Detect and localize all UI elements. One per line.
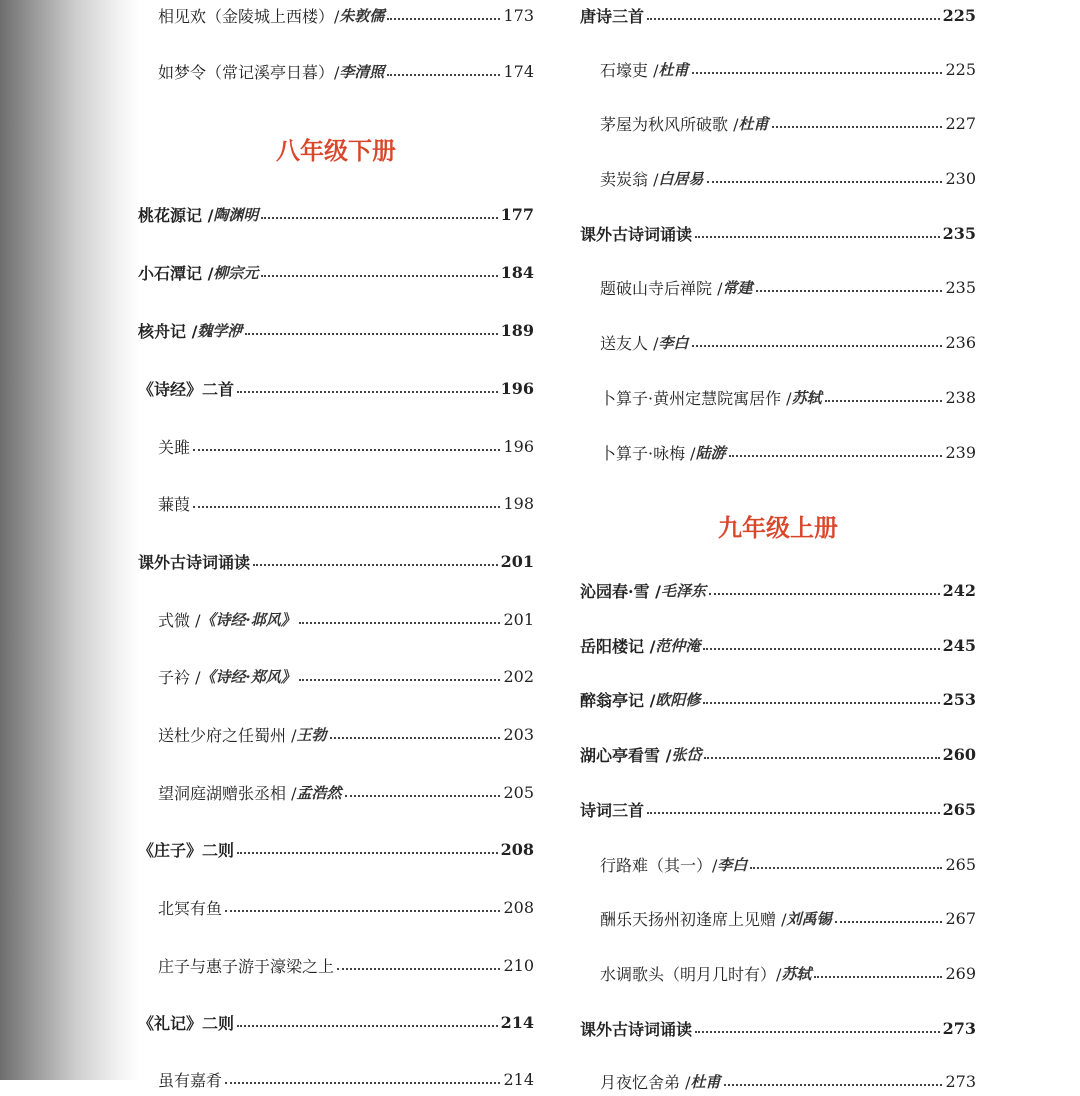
toc-entry-title: 虽有嘉肴 <box>158 1070 223 1090</box>
leader-dots <box>387 4 500 20</box>
toc-entry-title: 诗词三首 <box>580 800 645 820</box>
toc-entry-page: 184 <box>500 262 534 282</box>
toc-entry[interactable] <box>580 739 976 769</box>
leader-dots <box>756 276 943 292</box>
toc-entry-author: 李白 <box>717 855 748 874</box>
leader-dots <box>337 954 500 970</box>
toc-entry-title: 行路难（其一）/ <box>600 855 718 875</box>
toc-entry[interactable] <box>138 488 534 518</box>
toc-entry[interactable] <box>138 1007 534 1037</box>
toc-entry-title: 蒹葭 <box>158 494 191 514</box>
toc-entry-title: 月夜忆舍弟 / <box>600 1072 691 1092</box>
toc-entry-page: 260 <box>942 744 976 764</box>
toc-entry-page: 245 <box>942 635 976 655</box>
leader-dots <box>253 550 498 566</box>
leader-dots <box>692 331 943 347</box>
leader-dots <box>330 723 501 739</box>
toc-entry-author: 毛泽东 <box>661 581 707 600</box>
toc-entry-page: 208 <box>503 897 534 917</box>
toc-entry[interactable] <box>138 604 534 634</box>
toc-entry[interactable] <box>138 0 534 30</box>
toc-entry[interactable] <box>580 575 976 605</box>
toc-entry-author: 《诗经·郑风》 <box>200 667 296 686</box>
toc-entry-title: 子衿 / <box>158 667 201 687</box>
toc-entry-author: 欧阳修 <box>655 690 701 709</box>
toc-entry[interactable] <box>138 315 534 345</box>
toc-entry-title: 课外古诗词诵读 <box>138 552 251 572</box>
toc-entry-title: 望洞庭湖赠张丞相 / <box>158 783 297 803</box>
toc-entry-author: 李白 <box>658 333 689 352</box>
toc-entry-author: 魏学洢 <box>197 321 243 340</box>
toc-entry-author: 苏轼 <box>781 964 812 983</box>
toc-entry[interactable] <box>580 327 976 357</box>
toc-entry-title: 如梦令（常记溪亭日暮）/ <box>158 62 340 82</box>
toc-entry-page: 201 <box>500 551 534 571</box>
leader-dots <box>345 781 501 797</box>
leader-dots <box>729 441 943 457</box>
toc-entry[interactable] <box>138 56 534 86</box>
toc-entry-title: 式微 / <box>158 610 201 630</box>
toc-entry-page: 225 <box>945 59 976 79</box>
toc-entry-author: 陶渊明 <box>213 205 259 224</box>
toc-entry[interactable] <box>138 257 534 287</box>
toc-entry-author: 孟浩然 <box>296 783 342 802</box>
leader-dots <box>692 58 943 74</box>
toc-entry-page: 177 <box>500 204 534 224</box>
toc-entry-title: 桃花源记 / <box>138 205 214 225</box>
leader-dots <box>835 907 943 923</box>
leader-dots <box>707 167 943 183</box>
toc-entry-author: 《诗经·邶风》 <box>200 610 296 629</box>
leader-dots <box>299 608 501 624</box>
toc-entry-title: 课外古诗词诵读 <box>580 1019 693 1039</box>
toc-entry-title: 题破山寺后禅院 / <box>600 278 723 298</box>
toc-entry-title: 送友人 / <box>600 333 659 353</box>
toc-entry-page: 242 <box>942 580 976 600</box>
toc-entry-page: 267 <box>945 908 976 928</box>
toc-entry-page: 203 <box>503 724 534 744</box>
toc-entry-page: 265 <box>945 854 976 874</box>
toc-entry-title: 卖炭翁 / <box>600 169 659 189</box>
toc-entry[interactable] <box>580 382 976 412</box>
toc-entry-page: 173 <box>503 5 534 25</box>
toc-entry[interactable] <box>580 684 976 714</box>
page-edge-shadow <box>0 0 140 1080</box>
toc-entry-page: 196 <box>503 436 534 456</box>
toc-entry-author: 杜甫 <box>738 114 769 133</box>
leader-dots <box>695 1017 940 1033</box>
toc-entry-page: 236 <box>945 332 976 352</box>
toc-entry-page: 214 <box>500 1012 534 1032</box>
toc-entry[interactable] <box>580 903 976 933</box>
toc-entry-title: 醉翁亭记 / <box>580 690 656 710</box>
toc-entry-author: 柳宗元 <box>213 263 259 282</box>
toc-entry[interactable] <box>580 1013 976 1043</box>
toc-entry-title: 关雎 <box>158 437 191 457</box>
toc-entry-title: 卜算子·咏梅 / <box>600 443 696 463</box>
toc-entry-title: 沁园春·雪 / <box>580 581 661 601</box>
leader-dots <box>750 853 942 869</box>
toc-entry-page: 235 <box>945 277 976 297</box>
toc-entry-title: 小石潭记 / <box>138 263 214 283</box>
toc-entry-author: 杜甫 <box>658 60 689 79</box>
toc-entry-author: 朱敦儒 <box>339 6 385 25</box>
toc-entry-page: 189 <box>500 320 534 340</box>
toc-entry-page: 208 <box>500 839 534 859</box>
leader-dots <box>703 634 939 650</box>
toc-entry[interactable] <box>580 0 976 30</box>
toc-entry-title: 酬乐天扬州初逢席上见赠 / <box>600 909 787 929</box>
toc-entry-page: 273 <box>942 1018 976 1038</box>
leader-dots <box>709 579 940 595</box>
toc-entry-title: 水调歌头（明月几时有）/ <box>600 964 782 984</box>
toc-entry-title: 北冥有鱼 <box>158 898 223 918</box>
toc-entry[interactable] <box>138 950 534 980</box>
toc-entry[interactable] <box>580 163 976 193</box>
toc-entry-page: 239 <box>945 442 976 462</box>
leader-dots <box>695 222 940 238</box>
toc-entry-author: 王勃 <box>296 725 327 744</box>
leader-dots <box>237 838 498 854</box>
section-heading-grade8-vol2: 八年级下册 <box>276 137 396 165</box>
leader-dots <box>387 60 500 76</box>
toc-entry-page: 214 <box>503 1069 534 1089</box>
toc-entry-page: 253 <box>942 689 976 709</box>
toc-entry-page: 227 <box>945 113 976 133</box>
toc-entry[interactable] <box>580 630 976 660</box>
leader-dots <box>704 743 939 759</box>
toc-entry-author: 范仲淹 <box>655 636 701 655</box>
toc-entry-title: 卜算子·黄州定慧院寓居作 / <box>600 388 792 408</box>
leader-dots <box>225 1068 500 1084</box>
toc-entry[interactable] <box>580 958 976 988</box>
toc-entry-author: 张岱 <box>671 745 702 764</box>
toc-entry[interactable] <box>580 437 976 467</box>
toc-entry-page: 210 <box>503 955 534 975</box>
toc-entry-title: 送杜少府之任蜀州 / <box>158 725 297 745</box>
leader-dots <box>193 435 500 451</box>
toc-entry[interactable] <box>138 373 534 403</box>
toc-entry-title: 《礼记》二则 <box>138 1013 235 1033</box>
toc-entry[interactable] <box>580 108 976 138</box>
toc-entry-page: 269 <box>945 963 976 983</box>
toc-entry[interactable] <box>138 1064 534 1094</box>
toc-entry-title: 核舟记 / <box>138 321 198 341</box>
toc-entry[interactable] <box>580 794 976 824</box>
toc-entry-page: 235 <box>942 223 976 243</box>
toc-entry-title: 相见欢（金陵城上西楼）/ <box>158 6 340 26</box>
toc-entry-title: 湖心亭看雪 / <box>580 745 672 765</box>
toc-entry-title: 唐诗三首 <box>580 6 645 26</box>
toc-entry-author: 李清照 <box>339 62 385 81</box>
toc-entry-page: 196 <box>500 378 534 398</box>
leader-dots <box>814 962 942 978</box>
toc-entry[interactable] <box>138 777 534 807</box>
section-heading-grade9-vol1: 九年级上册 <box>718 514 838 542</box>
toc-entry-page: 230 <box>945 168 976 188</box>
toc-entry[interactable] <box>138 199 534 229</box>
toc-entry-title: 课外古诗词诵读 <box>580 224 693 244</box>
leader-dots <box>237 377 498 393</box>
leader-dots <box>825 386 943 402</box>
toc-entry-title: 庄子与惠子游于濠梁之上 <box>158 956 335 976</box>
toc-entry-author: 刘禹锡 <box>786 909 832 928</box>
toc-entry[interactable] <box>580 218 976 248</box>
toc-entry[interactable] <box>138 431 534 461</box>
leader-dots <box>237 1011 498 1027</box>
leader-dots <box>225 896 500 912</box>
leader-dots <box>245 319 497 335</box>
toc-entry-page: 265 <box>942 799 976 819</box>
toc-entry-title: 《诗经》二首 <box>138 379 235 399</box>
toc-entry[interactable] <box>580 1066 976 1096</box>
leader-dots <box>261 261 497 277</box>
leader-dots <box>261 203 497 219</box>
toc-entry[interactable] <box>138 834 534 864</box>
leader-dots <box>647 798 940 814</box>
toc-entry-title: 茅屋为秋风所破歌 / <box>600 114 739 134</box>
toc-entry[interactable] <box>580 272 976 302</box>
leader-dots <box>193 492 500 508</box>
toc-entry-page: 225 <box>942 5 976 25</box>
toc-entry-author: 陆游 <box>695 443 726 462</box>
toc-entry-page: 273 <box>945 1071 976 1091</box>
leader-dots <box>772 112 943 128</box>
toc-entry[interactable] <box>580 849 976 879</box>
toc-entry-page: 205 <box>503 782 534 802</box>
leader-dots <box>703 688 939 704</box>
toc-entry-title: 石壕吏 / <box>600 60 659 80</box>
toc-entry-page: 198 <box>503 493 534 513</box>
leader-dots <box>647 4 940 20</box>
toc-entry[interactable] <box>580 54 976 84</box>
toc-entry-author: 白居易 <box>658 169 704 188</box>
toc-entry-title: 《庄子》二则 <box>138 840 235 860</box>
leader-dots <box>724 1070 943 1086</box>
leader-dots <box>299 665 501 681</box>
toc-entry-page: 202 <box>503 666 534 686</box>
toc-entry-author: 常建 <box>722 278 753 297</box>
toc-entry-page: 174 <box>503 61 534 81</box>
toc-entry-title: 岳阳楼记 / <box>580 636 656 656</box>
toc-entry[interactable] <box>138 719 534 749</box>
toc-entry-page: 201 <box>503 609 534 629</box>
toc-entry[interactable] <box>138 892 534 922</box>
toc-entry[interactable] <box>138 661 534 691</box>
toc-entry-page: 238 <box>945 387 976 407</box>
toc-entry[interactable] <box>138 546 534 576</box>
toc-entry-author: 苏轼 <box>791 388 822 407</box>
toc-entry-author: 杜甫 <box>690 1072 721 1091</box>
